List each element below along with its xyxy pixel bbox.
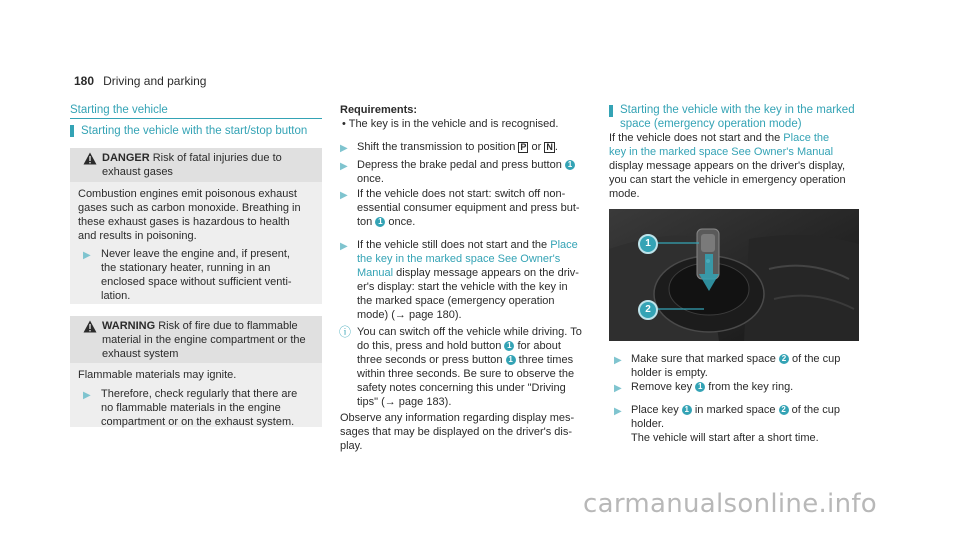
step-text: essential consumer equipment and press but- (357, 202, 580, 214)
section-title: Starting the vehicle (70, 104, 168, 116)
observe-text: play. (340, 440, 363, 452)
danger-head-line: exhaust gases (102, 166, 173, 178)
intro-text: If the vehicle does not start and the (609, 132, 781, 144)
display-message-link[interactable]: Place the (783, 132, 830, 144)
step-text: from the key ring. (708, 381, 794, 393)
step-text: If the vehicle does not start: switch off non- (357, 188, 566, 200)
danger-step-line: the stationary heater, running in an (101, 262, 271, 274)
step-text: display message appears on the driv- (396, 267, 579, 279)
callout-2-icon: 2 (779, 405, 789, 415)
step-text: er's display: start the vehicle with the key in (357, 281, 568, 293)
warning-box (70, 316, 322, 427)
step-text: once. (357, 173, 384, 185)
info-text: do this, press and hold button (357, 340, 502, 352)
danger-label: DANGER (102, 152, 150, 164)
step-text: in marked space (694, 404, 776, 416)
callout-2-marker: 2 (638, 300, 658, 320)
info-text: safety notes concerning this under "Driving (357, 382, 566, 394)
subsection-title: Starting the vehicle with the start/stop button (81, 125, 308, 137)
warning-step-line: no flammable materials in the engine (101, 402, 281, 414)
cup-holder-key-illustration (609, 209, 859, 341)
warning-step-line: Therefore, check regularly that there are (101, 388, 298, 400)
danger-box (70, 148, 322, 304)
callout-1-icon: 1 (695, 382, 705, 392)
step-arrow-icon: ▶ (340, 241, 348, 252)
step-arrow-icon: ▶ (83, 250, 91, 261)
step-vehicle-still-not-start (357, 238, 579, 322)
observe-text: Observe any information regarding display mes- (340, 412, 575, 424)
callout-1-icon: 1 (565, 160, 575, 170)
info-text: three seconds or press button (357, 354, 503, 366)
danger-body-line: these exhaust gases is hazardous to health (78, 216, 290, 228)
step-text: Depress the brake pedal and press button (357, 159, 562, 171)
section-rule (70, 118, 322, 119)
danger-body-line: Combustion engines emit poisonous exhaust (78, 188, 297, 200)
step-text: the marked space (emergency operation (357, 295, 555, 307)
callout-1-icon: 1 (504, 341, 514, 351)
danger-step-line: enclosed space without sufficient venti- (101, 276, 292, 288)
page-number: 180 (74, 74, 95, 88)
step-arrow-icon: ▶ (340, 143, 348, 154)
callout-2-icon: 2 (779, 354, 789, 364)
warning-head-line: Risk of fire due to flammable (158, 320, 298, 332)
warning-triangle-icon (83, 152, 97, 165)
step-text: or (531, 141, 542, 153)
step-cup-holder-empty (631, 352, 840, 380)
emergency-intro (609, 131, 846, 201)
subsection-title-line: Starting the vehicle with the key in the marked (620, 104, 855, 116)
danger-head-line: Risk of fatal injuries due to (152, 152, 282, 164)
step-text: holder is empty. (631, 367, 708, 379)
step-text: of the cup (792, 353, 841, 365)
warning-body-line: Flammable materials may ignite. (78, 369, 237, 381)
page-reference[interactable]: tips" (→ page 183). (357, 396, 452, 408)
info-note (357, 325, 582, 409)
step-text: The vehicle will start after a short time. (631, 432, 819, 444)
requirement-text: The key is in the vehicle and is recognised. (348, 118, 559, 130)
step-text: once. (388, 216, 416, 228)
step-arrow-icon: ▶ (614, 383, 622, 394)
step-depress-brake (357, 158, 575, 186)
step-text: Remove key (631, 381, 693, 393)
subtitle-bar (609, 105, 613, 117)
step-shift-transmission (357, 140, 558, 154)
step-text: ton (357, 216, 373, 228)
step-text: . (554, 141, 558, 153)
callout-1-icon: 1 (506, 355, 516, 365)
step-arrow-icon: ▶ (340, 161, 348, 172)
intro-text: mode. (609, 188, 640, 200)
intro-text: display message appears on the driver's display, (609, 160, 846, 172)
step-arrow-icon: ▶ (83, 390, 91, 401)
callout-1-icon: 1 (682, 405, 692, 415)
subsection-title-line: space (emergency operation mode) (620, 118, 802, 130)
danger-step-line: lation. (101, 290, 131, 302)
info-text: for about (517, 340, 561, 352)
step-vehicle-not-start (357, 187, 580, 229)
illustration-graphic (609, 209, 859, 341)
display-message-link[interactable]: Place (550, 239, 578, 251)
step-text: Make sure that marked space (631, 353, 776, 365)
warning-label: WARNING (102, 320, 156, 332)
watermark: carmanualsonline.info (583, 489, 878, 519)
step-text: Place key (631, 404, 679, 416)
info-text: You can switch off the vehicle while driving. To (357, 326, 582, 338)
display-message-link[interactable]: key in the marked space See Owner's Manual (609, 146, 834, 158)
callout-1-marker: 1 (638, 234, 658, 254)
step-arrow-icon: ▶ (340, 190, 348, 201)
requirements-block (340, 103, 558, 131)
requirement-item: • The key is in the vehicle and is recognised. (342, 118, 559, 130)
display-message-link[interactable]: the key in the marked space See Owner's (357, 253, 561, 265)
step-arrow-icon: ▶ (614, 406, 622, 417)
gear-p-icon: P (520, 142, 527, 152)
page-reference[interactable]: mode) (→ page 180). (357, 309, 462, 321)
section-name: Driving and parking (103, 74, 207, 88)
observe-note (340, 411, 574, 453)
callout-1-icon: 1 (375, 217, 385, 227)
warning-head-line: exhaust system (102, 348, 179, 360)
warning-step-line: compartment or on the exhaust system. (101, 416, 295, 428)
step-text: of the cup (791, 404, 840, 416)
danger-step-line: Never leave the engine and, if present, (101, 248, 290, 260)
info-icon: ⓘ (339, 325, 352, 339)
page-header (74, 74, 206, 89)
step-text: holder. (631, 418, 665, 430)
display-message-link[interactable]: Manual (357, 267, 394, 279)
warning-triangle-icon (83, 320, 97, 333)
step-arrow-icon: ▶ (614, 355, 622, 366)
requirements-label: Requirements: (340, 104, 418, 116)
gear-n-icon: N (546, 142, 553, 152)
step-text: Shift the transmission to position (357, 141, 516, 153)
observe-text: sages that may be displayed on the driver's dis- (340, 426, 572, 438)
step-text: If the vehicle still does not start and the (357, 239, 548, 251)
intro-text: you can start the vehicle in emergency operation (609, 174, 846, 186)
danger-body-line: and results in poisoning. (78, 230, 197, 242)
info-text: three times (518, 354, 574, 366)
warning-head-line: material in the engine compartment or the (102, 334, 306, 346)
step-remove-key (631, 380, 793, 394)
subsection-title (620, 103, 855, 131)
info-text: within three seconds. Be sure to observe the (357, 368, 575, 380)
step-place-key (631, 403, 840, 445)
subtitle-bar (70, 125, 74, 137)
danger-body-line: gases such as carbon monoxide. Breathing in (78, 202, 301, 214)
